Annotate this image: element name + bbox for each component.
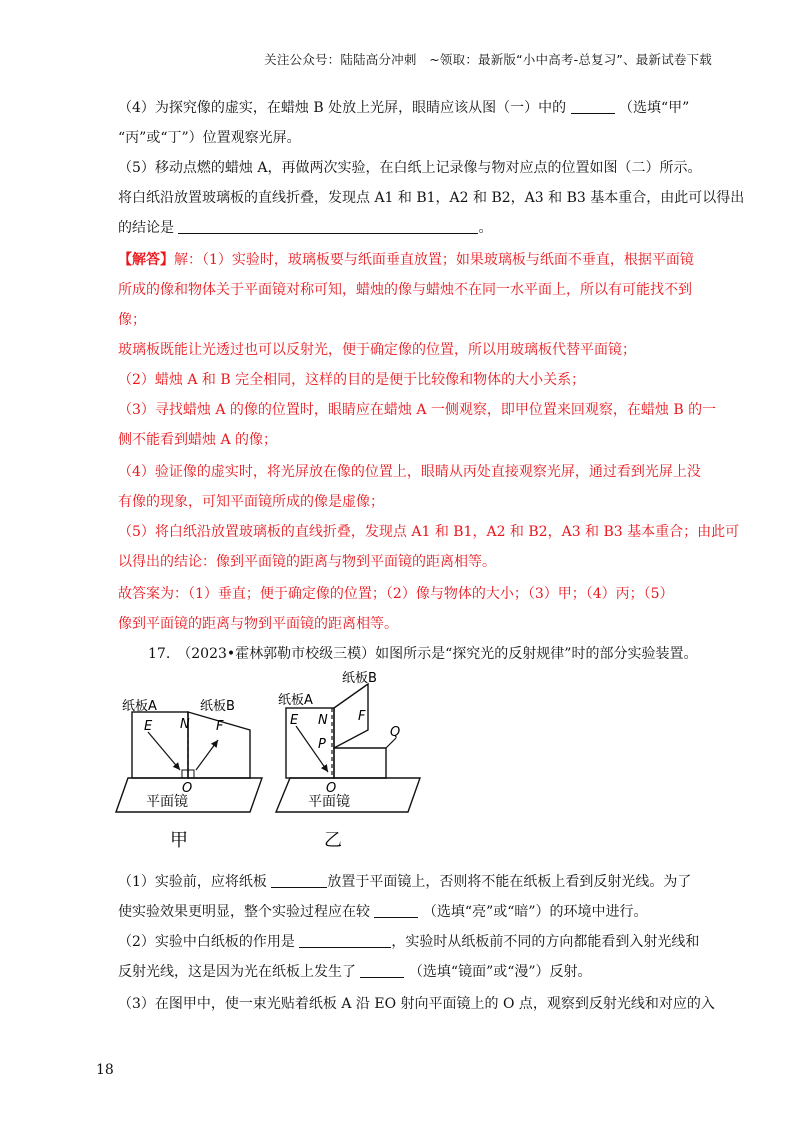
- reflected-ray: [196, 740, 218, 770]
- caption-jia: 甲: [170, 830, 188, 851]
- answer-line-6: （3）寻找蜡烛 A 的像的位置时，眼睛应在蜡烛 A 一侧观察，即甲位置来回观察，在蜡烛 B 的一: [118, 402, 717, 418]
- label-o: O: [182, 781, 193, 796]
- answer-blank: [571, 113, 615, 114]
- label-mirror: 平面镜: [146, 794, 188, 810]
- q17-1-line2-text-b: （选填“亮”或“暗”）的环境中进行。: [422, 904, 648, 920]
- label-board-a: 纸板A: [278, 693, 313, 708]
- answer-line-7: 侧不能看到蜡烛 A 的像；: [118, 432, 278, 448]
- label-board-a: 纸板A: [122, 699, 157, 714]
- answer-line-9: 有像的现象，可知平面镜所成的像是虚像；: [118, 494, 384, 510]
- q5-line3-end: 。: [478, 220, 493, 236]
- label-o: O: [326, 781, 337, 796]
- answer-text-1: 解：（1）实验时，玻璃板要与纸面垂直放置；如果玻璃板与纸面不垂直，根据平面镜: [174, 252, 694, 268]
- reflection-figure: [110, 668, 450, 862]
- q17-2-line2-text-b: （选填“镜面”或“漫”）反射。: [408, 964, 592, 980]
- q17-2-line2-text-a: 反射光线，这是因为光在纸板上发生了: [118, 964, 356, 980]
- page-header: 关注公众号：陆陆高分冲刺 ~领取：最新版“小中高考-总复习”、最新试卷下载: [264, 52, 712, 67]
- q17-2-line2: [118, 962, 592, 982]
- q17-1-text-b: 放置于平面镜上，否则将不能在纸板上看到反射光线。为了: [327, 874, 692, 890]
- answer-blank: [360, 977, 404, 978]
- answer-line-8: （4）验证像的虚实时，将光屏放在像的位置上，眼睛从丙处直接观察光屏，通过看到光屏上没: [118, 464, 701, 480]
- answer-line-2: 所成的像和物体关于平面镜对称可知，蜡烛的像与蜡烛不在同一水平面上，所以有可能找不到: [118, 282, 692, 298]
- q4-line1: [118, 98, 689, 118]
- figure-yi: [276, 670, 420, 851]
- q17-1-line2: [118, 902, 648, 922]
- answer-line-13: 像到平面镜的距离与物到平面镜的距离相等。: [118, 616, 398, 632]
- answer-line-12: 故答案为：（1）垂直；便于确定像的位置；（2）像与物体的大小；（3）甲；（4）丙；（5）: [118, 586, 674, 602]
- answer-line-1: [118, 250, 694, 270]
- label-f: F: [216, 719, 224, 734]
- q17-3-line1: （3）在图甲中，使一束光贴着纸板 A 沿 EO 射向平面镜上的 O 点，观察到反射光线和对应的入: [118, 996, 715, 1012]
- label-f: F: [358, 709, 366, 724]
- q17-2-text-b: ，实验时从纸板前不同的方向都能看到入射光线和: [391, 934, 700, 950]
- answer-blank: [271, 887, 327, 888]
- answer-line-5: （2）蜡烛 A 和 B 完全相同，这样的目的是便于比较像和物体的大小关系；: [118, 372, 586, 388]
- q17-1-text-a: （1）实验前，应将纸板: [118, 874, 267, 890]
- answer-blank: [299, 947, 391, 948]
- answer-blank: [374, 917, 418, 918]
- q5-line1: （5）移动点燃的蜡烛 A，再做两次实验，在白纸上记录像与物对应点的位置如图（二）所示。: [118, 160, 702, 176]
- label-e: E: [290, 713, 299, 728]
- q5-line3-text: 的结论是: [118, 220, 174, 236]
- label-p: P: [318, 737, 326, 752]
- q17-1-line1: [118, 872, 691, 892]
- q4-text-b: （选填“甲”: [619, 100, 690, 116]
- figure-jia: [116, 698, 262, 851]
- label-n: N: [180, 717, 190, 732]
- label-board-b: 纸板B: [200, 699, 235, 714]
- answer-line-3: 像；: [118, 312, 146, 328]
- reflection-diagram: [110, 668, 450, 858]
- q17-title: 17. （2023•霍林郭勒市校级三模）如图所示是“探究光的反射规律”时的部分实验装置。: [148, 646, 698, 662]
- incident-ray: [148, 732, 180, 770]
- caption-yi: 乙: [324, 830, 342, 851]
- answer-blank: [178, 233, 478, 234]
- q5-line3: [118, 218, 492, 238]
- q4-line2: “丙”或“丁”）位置观察光屏。: [118, 130, 301, 146]
- label-mirror: 平面镜: [308, 794, 350, 810]
- label-q: Q: [390, 725, 401, 740]
- label-e: E: [144, 719, 153, 734]
- answer-line-10: （5）将白纸沿放置玻璃板的直线折叠，发现点 A1 和 B1，A2 和 B2，A3 和 B3 基本重合；由此可: [118, 524, 740, 540]
- page-number: 18: [96, 1062, 114, 1078]
- answer-tag: 【解答】: [118, 252, 174, 268]
- board-b-base: [334, 748, 386, 778]
- q17-2-line1: [118, 932, 699, 952]
- q4-text-a: （4）为探究像的虚实，在蜡烛 B 处放上光屏，眼睛应该从图（一）中的: [118, 100, 567, 116]
- label-n: N: [318, 713, 328, 728]
- label-board-b: 纸板B: [342, 671, 377, 686]
- q5-line2: 将白纸沿放置玻璃板的直线折叠，发现点 A1 和 B1，A2 和 B2，A3 和 B3 基本重合，由此可以得出: [118, 190, 745, 206]
- answer-line-11: 以得出的结论：像到平面镜的距离与物到平面镜的距离相等。: [118, 554, 496, 570]
- answer-line-4: 玻璃板既能让光透过也可以反射光，便于确定像的位置，所以用玻璃板代替平面镜；: [118, 342, 636, 358]
- q17-2-text-a: （2）实验中白纸板的作用是: [118, 934, 295, 950]
- q17-1-line2-text-a: 使实验效果更明显，整个实验过程应在较: [118, 904, 370, 920]
